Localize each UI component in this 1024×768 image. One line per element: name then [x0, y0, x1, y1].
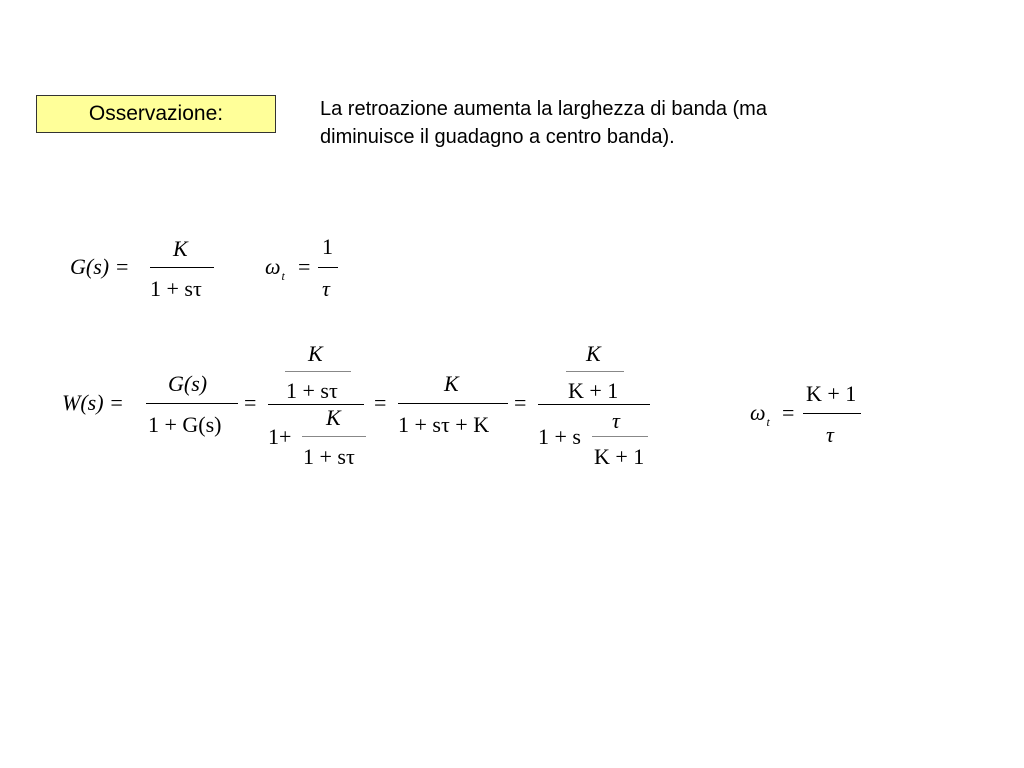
g-numerator: K	[173, 236, 188, 261]
w-frac4-main-line	[538, 404, 650, 405]
w-frac2-den-denominator: 1 + sτ	[303, 444, 355, 469]
observation-text	[320, 95, 960, 151]
w-frac2-top-numerator: K	[308, 341, 323, 366]
w-equals-3: =	[514, 390, 527, 415]
w-frac2-top-denominator: 1 + sτ	[286, 378, 338, 403]
w-frac4-den-prefix: 1 + s	[538, 424, 581, 449]
observation-label	[36, 95, 276, 133]
w-frac4-den-line	[592, 436, 648, 437]
w-frac1-line	[146, 403, 238, 404]
w-frac4-den-numerator: τ	[612, 408, 620, 433]
w-frac2-den-line	[302, 436, 366, 437]
w-frac3-numerator: K	[444, 371, 459, 396]
w-equals-2: =	[374, 390, 387, 415]
g-fraction-line	[150, 267, 214, 268]
w-frac1-denominator: 1 + G(s)	[148, 412, 222, 437]
omega-open-numerator: 1	[322, 234, 333, 259]
observation-label-text: Osservazione:	[88, 102, 224, 125]
omega-open-symbol: $\omega_t$	[265, 254, 285, 283]
w-frac2-main-line	[268, 404, 364, 405]
w-frac1-numerator: G(s)	[168, 371, 208, 396]
omega-open-denominator: τ	[322, 276, 330, 301]
w-frac2-top-line	[285, 371, 351, 372]
w-frac4-top-denominator: K + 1	[568, 378, 619, 403]
omega-closed-symbol: $\omega_t$	[750, 400, 770, 429]
g-denominator: 1 + sτ	[150, 276, 202, 301]
omega-closed-equals: =	[782, 400, 795, 425]
g-lhs: G(s) =	[70, 254, 130, 279]
w-frac3-line	[398, 403, 508, 404]
w-frac4-top-line	[566, 371, 624, 372]
omega-closed-denominator: τ	[826, 422, 834, 447]
omega-open-equals: =	[298, 254, 311, 279]
w-frac3-denominator: 1 + sτ + K	[398, 412, 490, 437]
w-frac2-den-numerator: K	[326, 405, 341, 430]
observation-text-line2: diminuisce il guadagno a centro banda).	[320, 126, 675, 148]
observation-text-line1: La retroazione aumenta la larghezza di banda (ma	[320, 98, 767, 120]
w-frac4-den-denominator: K + 1	[594, 444, 645, 469]
omega-closed-fraction-line	[803, 413, 861, 414]
w-lhs: W(s) =	[62, 390, 124, 415]
omega-closed-numerator: K + 1	[806, 381, 857, 406]
w-frac2-den-prefix: 1+	[268, 424, 292, 449]
w-frac4-top-numerator: K	[586, 341, 601, 366]
omega-open-fraction-line	[318, 267, 338, 268]
w-equals-1: =	[244, 390, 257, 415]
